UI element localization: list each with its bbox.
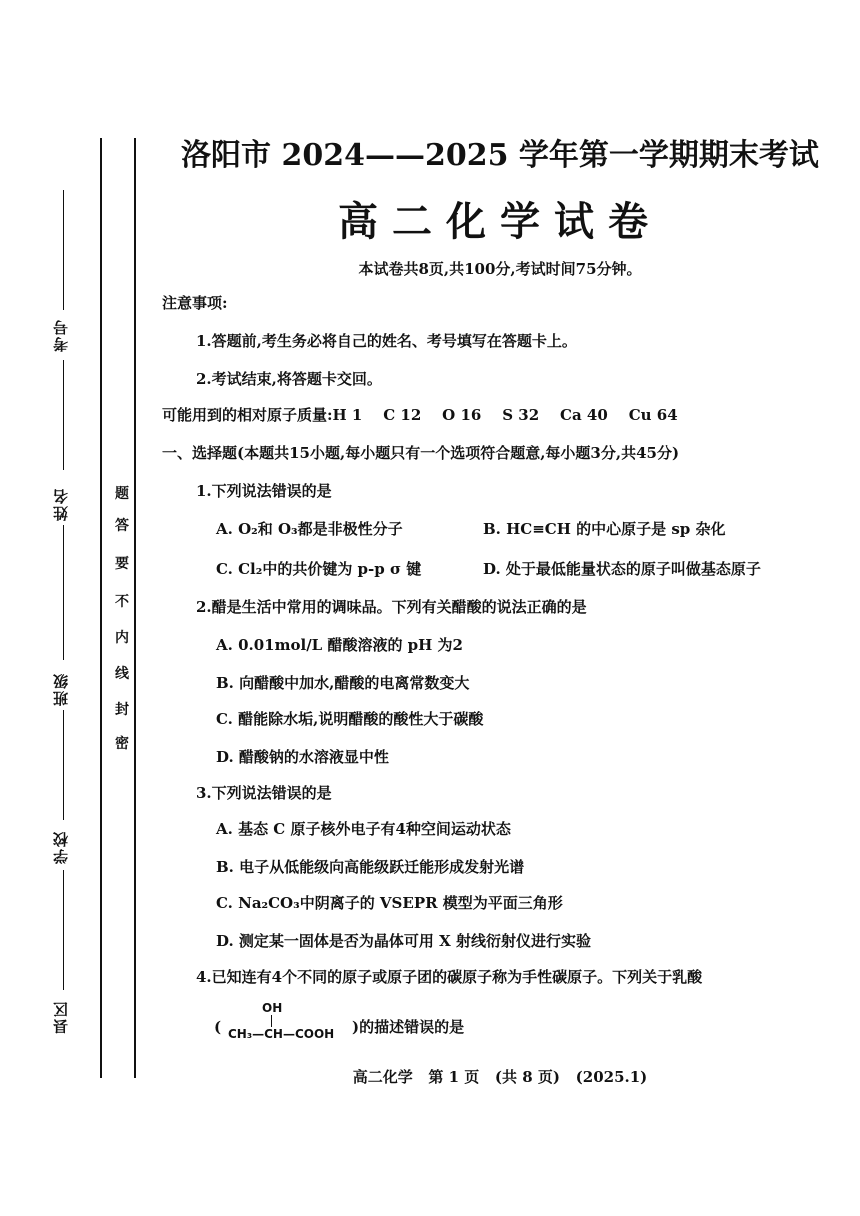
option: A. O₂和 O₃都是非极性分子 — [216, 520, 403, 538]
option: D. 处于最低能量状态的原子叫做基态原子 — [483, 560, 761, 578]
field-blank-school-upper — [63, 710, 64, 820]
open-paren: ( — [214, 1018, 222, 1036]
field-label-name: 姓名 — [52, 487, 70, 521]
field-label-school: 学校 — [52, 830, 70, 864]
field-label-district: 县区 — [52, 1000, 70, 1034]
seal-char: 不 — [115, 594, 129, 610]
structure-bond — [271, 1015, 272, 1027]
atomic-mass-line: 可能用到的相对原子质量:H 1 C 12 O 16 S 32 Ca 40 Cu 64 — [162, 406, 678, 424]
question-stem: 4.已知连有4个不同的原子或原子团的碳原子称为手性碳原子。下列关于乳酸 — [196, 968, 703, 986]
option: B. 电子从低能级向高能级跃迁能形成发射光谱 — [216, 858, 525, 876]
option: C. Na₂CO₃中阴离子的 VSEPR 模型为平面三角形 — [216, 894, 563, 912]
section-heading: 一、选择题(本题共15小题,每小题只有一个选项符合题意,每小题3分,共45分) — [162, 444, 680, 462]
option: C. Cl₂中的共价键为 p-p σ 键 — [216, 560, 422, 578]
seal-char: 内 — [115, 630, 129, 646]
structure-chain: CH₃—CH—COOH — [228, 1027, 335, 1041]
field-blank-district-upper — [63, 870, 64, 990]
seal-char: 答 — [115, 518, 129, 534]
exam-title: 洛阳市 2024——2025 学年第一学期期末考试 — [181, 138, 819, 173]
structure-oh: OH — [262, 1001, 283, 1015]
binding-line-inner — [134, 138, 136, 1078]
field-blank-class-upper — [63, 525, 64, 660]
seal-char: 题 — [115, 486, 129, 502]
field-blank-exam-number — [63, 190, 64, 310]
question-stem: 1.下列说法错误的是 — [196, 482, 332, 500]
seal-char: 密 — [115, 736, 129, 752]
seal-char: 要 — [115, 556, 129, 572]
option: D. 醋酸钠的水溶液显中性 — [216, 748, 389, 766]
question-stem: 3.下列说法错误的是 — [196, 784, 332, 802]
option: A. 0.01mol/L 醋酸溶液的 pH 为2 — [216, 636, 463, 654]
notes-heading: 注意事项: — [162, 294, 228, 312]
field-blank-name-upper — [63, 360, 64, 470]
field-label-exam-number: 考号 — [52, 318, 70, 352]
note-item: 2.考试结束,将答题卡交回。 — [196, 370, 382, 388]
binding-line-outer — [100, 138, 102, 1078]
option: A. 基态 C 原子核外电子有4种空间运动状态 — [216, 820, 511, 838]
note-item: 1.答题前,考生务必将自己的姓名、考号填写在答题卡上。 — [196, 332, 577, 350]
page-footer: 高二化学 第 1 页 (共 8 页) (2025.1) — [352, 1068, 648, 1086]
lactic-acid-structure — [216, 1001, 356, 1047]
option: D. 测定某一固体是否为晶体可用 X 射线衍射仪进行实验 — [216, 932, 592, 950]
field-label-class: 班级 — [52, 672, 70, 706]
exam-info: 本试卷共8页,共100分,考试时间75分钟。 — [358, 260, 642, 278]
question-stem: 2.醋是生活中常用的调味品。下列有关醋酸的说法正确的是 — [196, 598, 587, 616]
option: C. 醋能除水垢,说明醋酸的酸性大于碳酸 — [216, 710, 484, 728]
subject-title: 高二化学试卷 — [338, 198, 662, 245]
seal-char: 线 — [115, 666, 129, 682]
option: B. 向醋酸中加水,醋酸的电离常数变大 — [216, 674, 470, 692]
question-stem-continued: )的描述错误的是 — [352, 1018, 465, 1036]
option: B. HC≡CH 的中心原子是 sp 杂化 — [483, 520, 726, 538]
seal-char: 封 — [115, 702, 129, 718]
